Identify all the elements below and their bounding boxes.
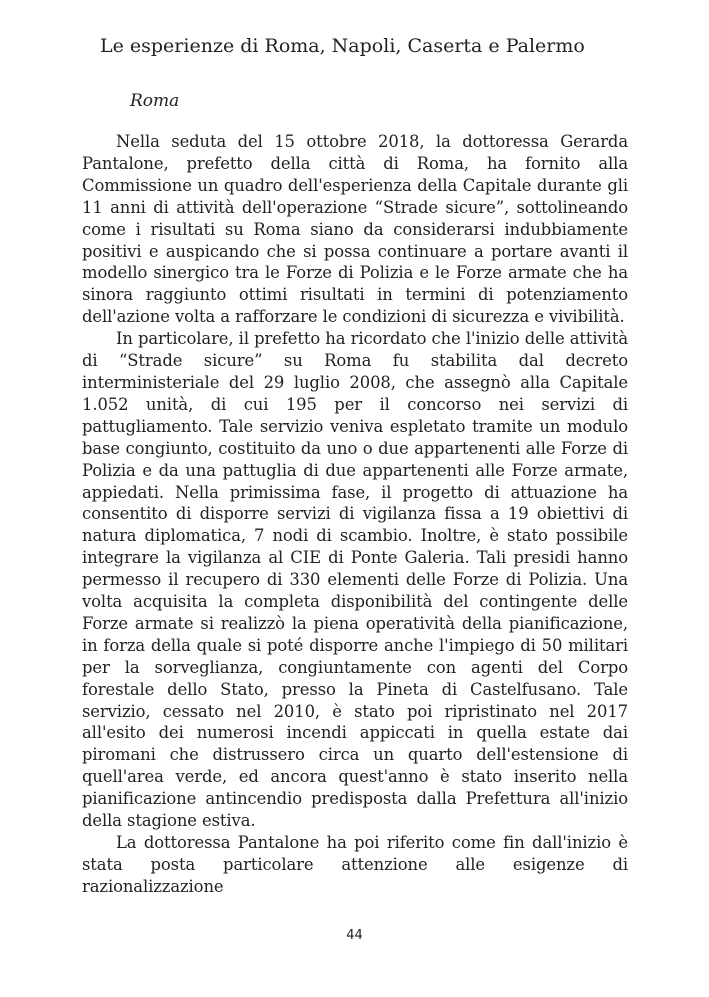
paragraph: In particolare, il prefetto ha ricordato che l'inizio delle attività di “Strade sicure” su Roma fu stabilita dal decreto interministeriale del 29 luglio 2008, che assegnò alla Capitale 1.052 unità, di cui 195 per il concorso nei servizi di pattugliamento. Tale servizio veniva espletato tramite un modulo base congiunto, costituito da uno o due appartenenti alle Forze di Polizia e da una pattuglia di due appartenenti alle Forze armate, appiedati. Nella primissima fase, il progetto di attuazione ha consentito di disporre servizi di vigilanza fissa a 19 obiettivi di natura diplomatica, 7 nodi di scambio. Inoltre, è stato possibile integrare la vigilanza al CIE di Ponte Galeria. Tali presidi hanno permesso il recupero di 330 elementi delle Forze di Polizia. Una volta acquisita la completa disponibilità del contingente delle Forze armate si realizzò la piena operatività della pianificazione, in forza della quale si poté disporre anche l'impiego di 50 militari per la sorveglianza, congiuntamente con agenti del Corpo forestale dello Stato, presso la Pineta di Castelfusano. Tale servizio, cessato nel 2010, è stato poi ripristinato nel 2017 all'esito dei numerosi incendi appiccati in quella estate dai piromani che distrussero circa un quarto dell'estensione di quell'area verde, ed ancora quest'anno è stato inserito nella pianificazione antincendio predisposta dalla Prefettura all'inizio della stagione estiva. (82, 329, 628, 831)
running-head-title: Le esperienze di Roma, Napoli, Caserta e Palermo (100, 35, 585, 57)
body-text (82, 131, 628, 898)
section-heading: Roma (130, 91, 180, 111)
paragraph: La dottoressa Pantalone ha poi riferito come fin dall'inizio è stata posta particolare attenzione alle esigenze di razionalizzazione (82, 833, 628, 896)
page-number: 44 (346, 928, 363, 943)
paragraph: Nella seduta del 15 ottobre 2018, la dottoressa Gerarda Pantalone, prefetto della città di Roma, ha fornito alla Commissione un quadro dell'esperienza della Capitale durante gli 11 anni di attività dell'operazione “Strade sicure”, sottolineando come i risultati su Roma siano da considerarsi indubbiamente positivi e auspicando che si possa continuare a portare avanti il modello sinergico tra le Forze di Polizia e le Forze armate che ha sinora raggiunto ottimi risultati in termini di potenziamento dell'azione volta a rafforzare le condizioni di sicurezza e vivibilità. (82, 132, 628, 327)
